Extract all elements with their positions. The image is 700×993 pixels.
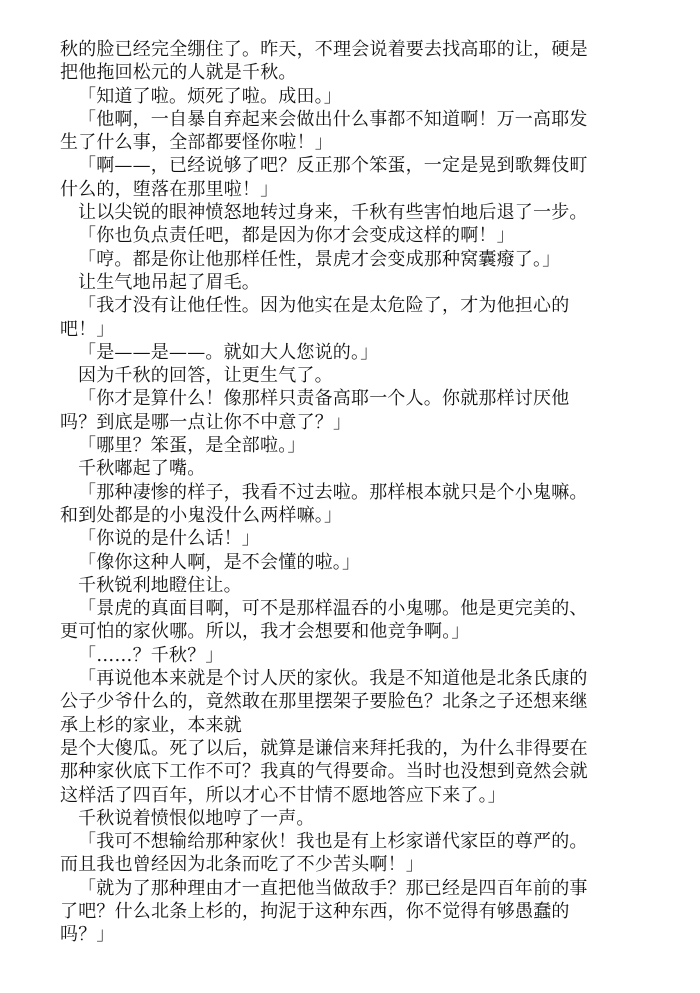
- text-line: 千秋说着愤恨似地哼了一声。: [78, 807, 315, 829]
- text-line: 「景虎的真面目啊，可不是那样温吞的小鬼哪。他是更完美的、: [78, 598, 588, 620]
- paragraph: [60, 364, 640, 387]
- text-line: 「他啊，一自暴自弃起来会做出什么事都不知道啊！万一高耶发: [78, 108, 588, 130]
- paragraph: [60, 387, 640, 434]
- text-line: 「你说的是什么话！」: [78, 528, 260, 550]
- text-line: 把他拖回松元的人就是千秋。: [60, 62, 297, 84]
- paragraph: [60, 201, 640, 224]
- text-line: 「我才没有让他任性。因为他实在是太危险了，才为他担心的: [78, 295, 570, 317]
- text-line: 「你才是算什么！像那样只责备高耶一个人。你就那样讨厌他: [78, 388, 570, 410]
- text-line: 吗？」: [60, 924, 115, 946]
- paragraph: [60, 38, 640, 85]
- paragraph: [60, 574, 640, 597]
- text-line: 吗？到底是哪一点让你不中意了？」: [60, 411, 352, 433]
- paragraph: [60, 667, 640, 737]
- text-line: 是个大傻瓜。死了以后，就算是谦信来拜托我的，为什么非得要在: [60, 737, 588, 759]
- text-line: 更可怕的家伙哪。所以，我才会想要和他竞争啊。」: [60, 621, 470, 643]
- text-line: 什么的，堕落在那里啦！」: [60, 178, 279, 200]
- text-line: 「你也负点责任吧，都是因为你才会变成这样的啊！」: [78, 225, 515, 247]
- paragraph: [60, 597, 640, 644]
- paragraph: [60, 271, 640, 294]
- text-line: 因为千秋的回答，让更生气了。: [78, 365, 333, 387]
- paragraph: [60, 294, 640, 341]
- paragraph: [60, 457, 640, 480]
- text-line: 和到处都是的小鬼没什么两样嘛。」: [60, 504, 343, 526]
- text-line: 「我可不想输给那种家伙！我也是有上杉家谱代家臣的尊严的。: [78, 831, 588, 853]
- text-line: 生了什么事，全部都要怪你啦！」: [60, 132, 333, 154]
- paragraph: [60, 108, 640, 155]
- paragraph: [60, 85, 640, 108]
- paragraph: [60, 248, 640, 271]
- paragraph: [60, 527, 640, 550]
- text-line: 让生气地吊起了眉毛。: [78, 271, 260, 293]
- text-line: 「啊——，已经说够了吧？反正那个笨蛋，一定是晃到歌舞伎町: [78, 155, 588, 177]
- text-line: 「知道了啦。烦死了啦。成田。」: [78, 85, 342, 107]
- text-line: 千秋嘟起了嘴。: [78, 458, 206, 480]
- text-line: 公子少爷什么的，竟然敢在那里摆架子要脸色？北条之子还想来继: [60, 691, 588, 713]
- text-line: 「哪里？笨蛋，是全部啦。」: [78, 435, 306, 457]
- paragraph: [60, 154, 640, 201]
- text-line: 吧！」: [60, 318, 115, 340]
- paragraph: [60, 341, 640, 364]
- document-page: [60, 38, 640, 947]
- text-line: 承上杉的家业，本来就: [60, 714, 242, 736]
- text-line: 「……？千秋？」: [78, 644, 224, 666]
- paragraph: [60, 737, 640, 807]
- text-line: 「就为了那种理由才一直把他当做敌手？那已经是四百年前的事: [78, 877, 588, 899]
- text-line: 这样活了四百年，所以才心不甘情不愿地答应下来了。」: [60, 784, 506, 806]
- text-line: 「再说他本来就是个讨人厌的家伙。我是不知道他是北条氏康的: [78, 668, 588, 690]
- paragraph: [60, 224, 640, 247]
- paragraph: [60, 644, 640, 667]
- text-line: 让以尖锐的眼神愤怒地转过身来，千秋有些害怕地后退了一步。: [78, 202, 588, 224]
- text-line: 了吧？什么北条上杉的，拘泥于这种东西，你不觉得有够愚蠢的: [60, 900, 570, 922]
- paragraph: [60, 434, 640, 457]
- text-line: 那种家伙底下工作不可？我真的气得要命。当时也没想到竟然会就: [60, 761, 588, 783]
- paragraph: [60, 830, 640, 877]
- text-line: 而且我也曾经因为北条而吃了不少苦头啊！」: [60, 854, 424, 876]
- text-line: 「像你这种人啊，是不会懂的啦。」: [78, 551, 361, 573]
- text-line: 「哼。都是你让他那样任性，景虎才会变成那种窝囊癈了。」: [78, 248, 561, 270]
- text-line: 千秋锐利地瞪住让。: [78, 574, 242, 596]
- paragraph: [60, 807, 640, 830]
- text-line: 「那种凄惨的样子，我看不过去啦。那样根本就只是个小鬼嘛。: [78, 481, 588, 503]
- text-line: 秋的脸已经完全绷住了。昨天，不理会说着要去找高耶的让，硬是: [60, 39, 588, 60]
- text-line: 「是——是——。就如大人您说的。」: [78, 341, 379, 363]
- paragraph: [60, 551, 640, 574]
- paragraph: [60, 481, 640, 528]
- paragraph: [60, 877, 640, 947]
